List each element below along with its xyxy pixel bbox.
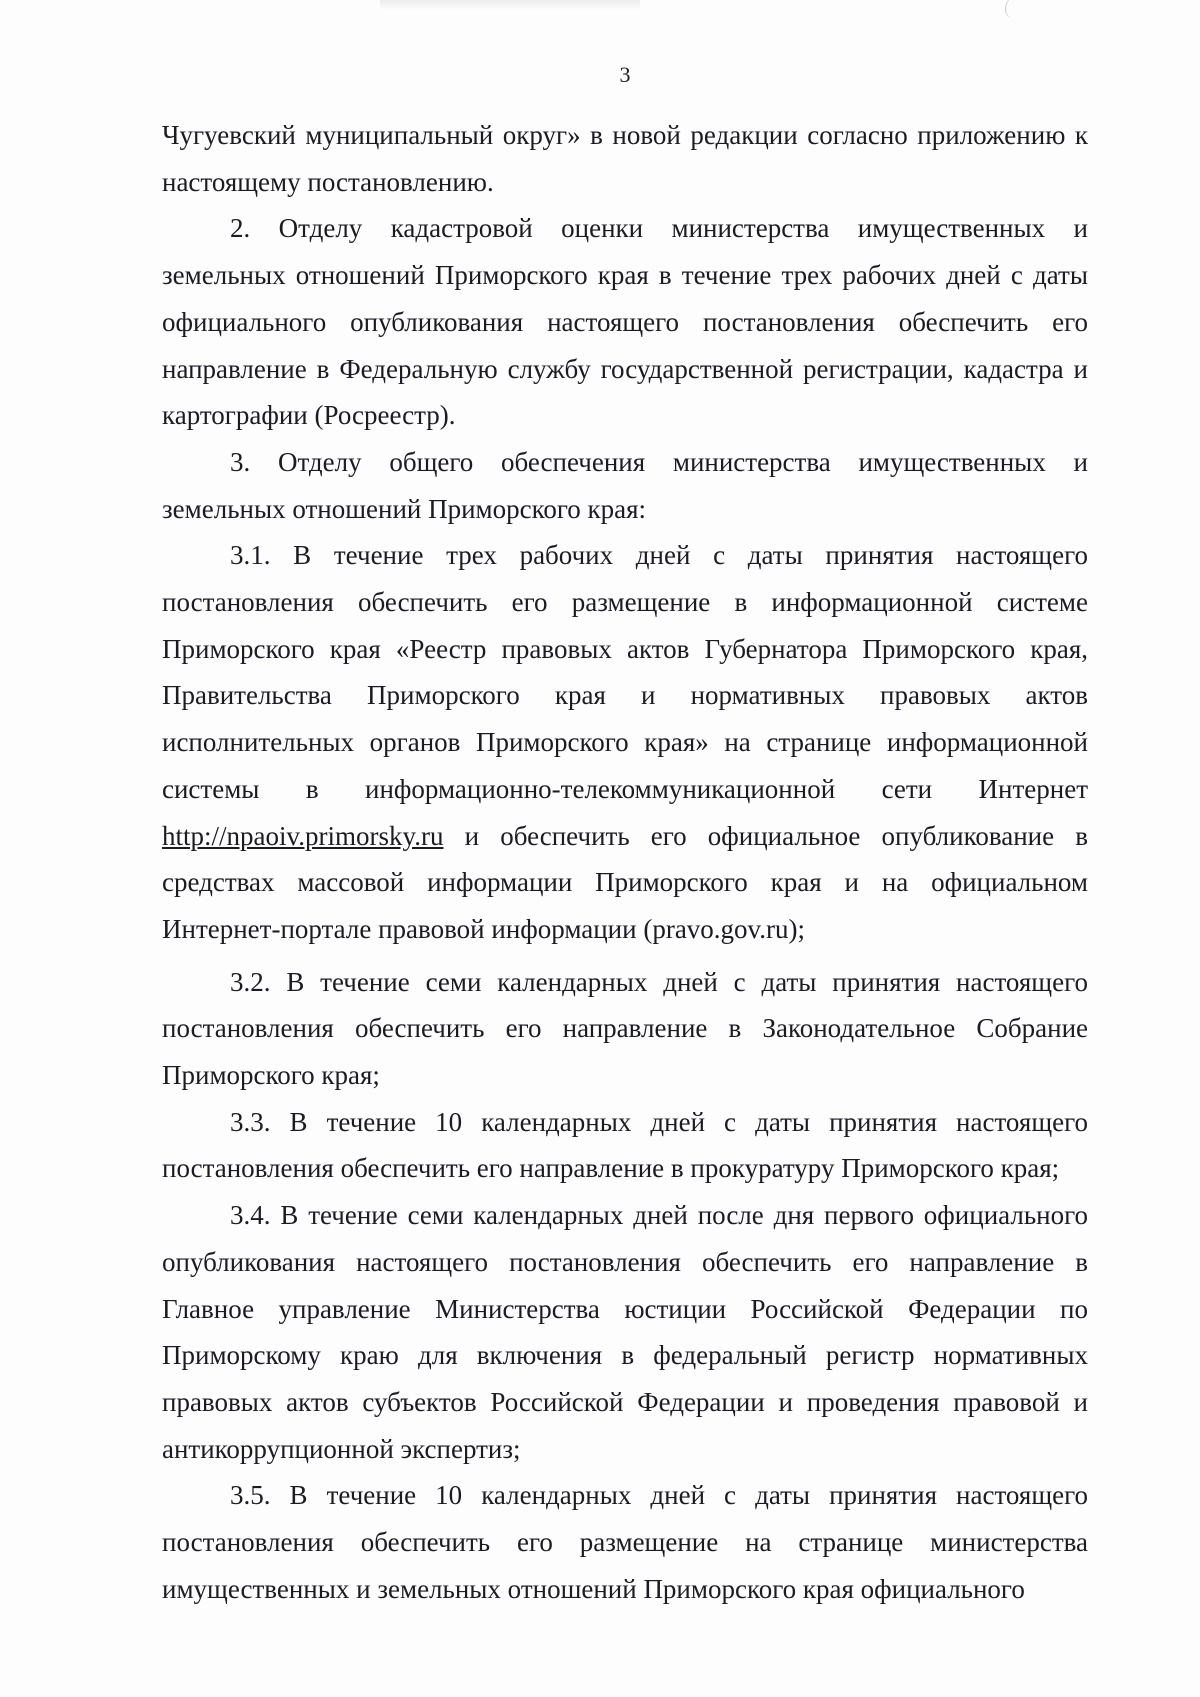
paragraph-item-3-1 <box>162 532 1088 952</box>
paragraph-text: 3.1. В течение трех рабочих дней с даты принятия настоящего постановления обеспечить его размещение в информационной системе Приморского края «Реестр правовых актов Губернатора Приморского края, Правительства Приморского края и нормативных правовых актов исполнительных органов Приморского края» на странице информационной системы в информационно-телекоммуникационной сети Интернет <box>162 540 1088 804</box>
paragraph-item-3: 3. Отделу общего обеспечения министерства имущественных и земельных отношений Приморского края: <box>162 446 1088 524</box>
paragraph-continuation: Чугуевский муниципальный округ» в новой редакции согласно приложению к настоящему постановлению. <box>162 120 1088 197</box>
paragraph-item-3-2: 3.2. В течение семи календарных дней с даты принятия настоящего постановления обеспечить его направление в Законодательное Собрание Приморского края; <box>162 966 1088 1091</box>
paragraph-item-3-3: 3.3. В течение 10 календарных дней с даты принятия настоящего постановления обеспечить его направление в прокуратуру Приморского края; <box>162 1106 1088 1184</box>
paragraph-item-3-5: 3.5. В течение 10 календарных дней с даты принятия настоящего постановления обеспечить его размещение на странице министерства имущественных и земельных отношений Приморского края официального <box>162 1480 1088 1604</box>
document-body <box>162 112 1088 1613</box>
scan-artifact-corner <box>1005 0 1024 18</box>
paragraph-item-3-4: 3.4. В течение семи календарных дней после дня первого официального опубликования настоящего постановления обеспечить его направление в Главное управление Министерства юстиции Российской Федерации по Приморскому краю для включения в федеральный регистр нормативных правовых актов субъектов Российской Федерации и проведения правовой и антикоррупционной экспертиз; <box>162 1200 1088 1464</box>
paragraph-text: и обеспечить его официальное опубликование в средствах массовой информации Приморского края и на официальном Интернет-портале правовой информации (pravo.gov.ru); <box>162 820 1088 944</box>
paragraph-item-2: 2. Отделу кадастровой оценки министерства имущественных и земельных отношений Приморского края в течение трех рабочих дней с даты официального опубликования настоящего постановления обеспечить его направление в Федеральную службу государственной регистрации, кадастра и картографии (Росреестр). <box>162 213 1088 431</box>
npaoiv-link[interactable]: http://npaoiv.primorsky.ru <box>162 820 444 851</box>
page-number: 3 <box>619 62 631 87</box>
scan-artifact <box>380 0 640 10</box>
